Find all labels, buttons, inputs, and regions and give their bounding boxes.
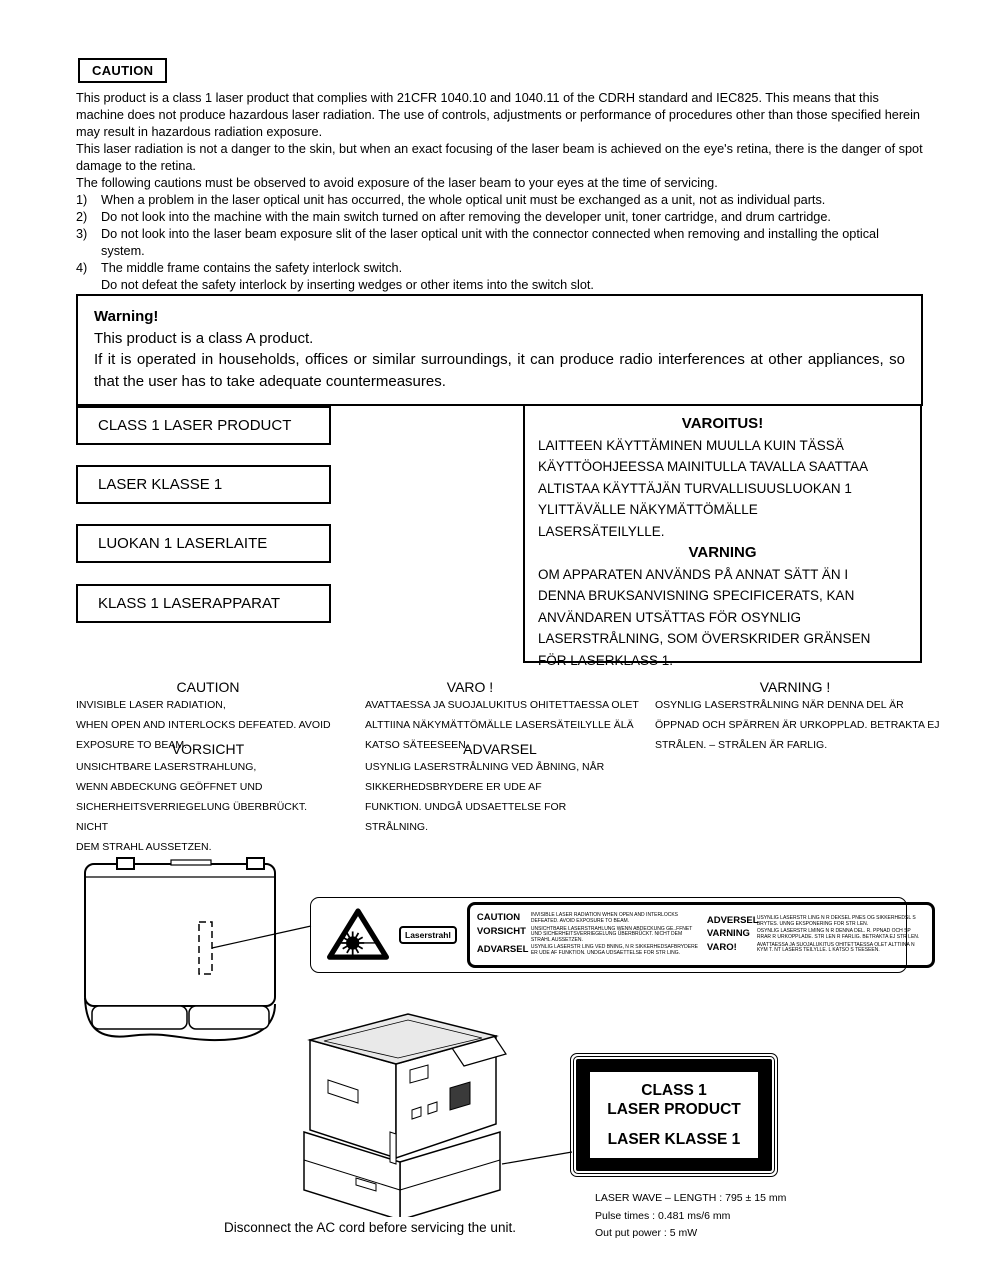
strip-row-text: UNSICHTBARE LASERSTRAHLUNG WENN ABDECKUNG GE..FFNET UND SICHERHEITSVERRIEGELUNG ÜBERBRÜCKT. NICHT DEM STRAHL AUSSETZEN. [530,925,693,943]
list-item [76,260,928,294]
varoitus-varning-box [523,404,922,668]
strip-row-text: INVISIBLE LASER RADIATION WHEN OPEN AND INTERLOCKS DEFEATED. AVOID EXPOSURE TO BEAM. [530,912,679,925]
list-number: 1) [76,193,88,207]
spec-line: Out put power : 5 mW [595,1227,698,1239]
varning-line: ANVÄNDAREN UTSÄTTAS FÖR OSYNLIG [538,609,802,625]
luokan-1-laserlaite-box [76,524,331,563]
caution-badge: CAUTION [78,58,167,83]
vorsicht-column-title: VORSICHT [171,741,245,757]
advarsel-column-line: SIKKERHEDSBRYDERE ER UDE AF [365,781,542,793]
strip-row [707,929,925,940]
varoitus-line: ALTISTAA KÄYTTÄJÄN TURVALLISUUSLUOKAN 1 [538,480,852,496]
warning-title: Warning! [94,308,159,325]
strip-row [477,927,699,944]
list-text: Do not look into the laser beam exposure slit of the laser optical unit with the connector connected when removing and installing the optical [101,227,879,241]
class-box-label: LUOKAN 1 LASERLAITE [98,535,268,552]
strip-row-text: USYNLIG LASERSTR LING N R DEKSEL PNES OG SIKKERHEDSL S BRYTES. UNNG EKSPONERING FOR STR LEN. [756,915,916,927]
class-1-label [570,1053,778,1177]
class-label-line: CLASS 1 [641,1082,707,1099]
strip-row-text: OSYNLIG LASERSTR LMING N R DENNA DEL. R. PPNAD OCH SP RRAR R URKOPPLADE. STR LEN R FARLIG. BETRAKTA EJ STR LEN. [756,928,920,940]
vorsicht-column-line: DEM STRAHL AUSSETZEN. [76,841,212,853]
varning-column-title: VARNING ! [759,679,831,695]
list-number: 3) [76,227,88,241]
strip-row-title: VARO! [706,941,737,953]
strip-row-title: ADVERSEL [706,915,759,927]
numbered-cautions [76,192,928,294]
strip-row-text: AVATTAESSA JA SUOJALUKITUS OHITETTAESSA OLET ALTTIINA N KYM T. NT LASERS TEILYLLE. L KATSO S TEESEEN. [756,941,915,954]
class-box-label: LASER KLASSE 1 [98,476,223,493]
intro-paragraph: The following cautions must be observed to avoid exposure of the laser beam to your eyes at the time of servicing. [76,176,718,190]
advarsel-column-line: USYNLIG LASERSTRÅLNING VED ÅBNING, NÅR [365,761,605,773]
vorsicht-column [76,741,340,857]
strip-row-title: VARNING [706,928,750,940]
strip-row-title: ADVARSEL [476,944,529,956]
label-strip-text-box [467,902,935,968]
warning-line: This product is a class A product. [94,329,314,347]
list-number: 2) [76,210,88,224]
list-item [76,226,928,260]
varning-column [655,679,940,755]
class-1-laser-product-box [76,406,331,445]
laser-warning-label-strip [310,897,920,973]
varoitus-line: YLITTÄVÄLLE NÄKYMÄTTÖMÄLLE [538,502,758,517]
strip-row [477,913,699,924]
class-box-label: KLASS 1 LASERAPPARAT [98,595,281,612]
warning-box [76,294,923,406]
laser-specs [595,1190,786,1243]
list-text: The middle frame contains the safety interlock switch. [101,261,403,275]
strip-row [707,943,925,954]
list-text: system. [101,244,145,258]
caution-column-line: WHEN OPEN AND INTERLOCKS DEFEATED. AVOID [76,719,331,731]
copier-drawing [300,1012,585,1217]
varo-column-line: ALTTIINA NÄKYMÄTTÖMÄLLE LASERSÄTEILYLLE ÄLÄ [365,719,634,731]
vorsicht-column-line: WENN ABDECKUNG GEÖFFNET UND [76,781,263,793]
caution-column-line: INVISIBLE LASER RADIATION, [76,699,226,711]
vorsicht-column-line: UNSICHTBARE LASERSTRAHLUNG, [76,761,257,773]
list-text: Do not defeat the safety interlock by inserting wedges or other items into the switch slot. [101,278,594,292]
klass-1-laserapparat-box [76,584,331,623]
warning-body: If it is operated in households, offices or similar surroundings, it can produce radio interferences at other appliances, so that the user has to take adequate countermeasures. [94,351,905,390]
varning-column-line: ÖPPNAD OCH SPÄRREN ÄR URKOPPLAD. BETRAKTA EJ [655,719,940,731]
strip-row-text: USYNLIG LASERSTR LING VED BNING, N R SIKKERHEDSAFBRYDERE ER UDE AF FUNKTION. UNDGA UDSAETTELSE FOR STR LING. [530,944,699,956]
list-text: When a problem in the laser optical unit has occurred, the whole optical unit must be exchanged as a unit, not as individual parts. [101,193,826,207]
list-number: 4) [76,261,88,275]
varoitus-line: LAITTEEN KÄYTTÄMINEN MUULLA KUIN TÄSSÄ [538,437,844,453]
varning-column-line: STRÅLEN. – STRÅLEN ÄR FARLIG. [655,739,828,751]
class-label-line: LASER PRODUCT [607,1101,741,1118]
varoitus-title: VAROITUS! [681,415,764,432]
varo-column-line: AVATTAESSA JA SUOJALUKITUS OHITETTAESSA OLET [365,699,639,711]
strip-row-title: CAUTION [476,912,521,924]
footer-note: Disconnect the AC cord before servicing the unit. [224,1220,516,1235]
advarsel-column-title: ADVARSEL [463,741,537,757]
varning-line: LASERSTRÅLNING, SOM ÖVERSKRIDER GRÄNSEN [538,631,871,646]
laser-warning-icon [327,906,389,964]
list-item [76,209,928,226]
advarsel-column-line: FUNKTION. UNDGÅ UDSAETTELSE FOR [365,801,567,813]
strip-row [707,916,925,927]
advarsel-column [365,741,655,837]
caution-column-title: CAUTION [176,679,240,695]
intro-paragraphs [76,90,924,192]
spec-line: LASER WAVE – LENGTH : 795 ± 15 mm [595,1192,787,1204]
intro-paragraph: This product is a class 1 laser product that complies with 21CFR 1040.10 and 1040.11 of the CDRH standard and IEC825. This means that this machine does not produce hazardous laser radiation. The use of controls, adjustments or performance of procedures other than those specified herein may result in hazardous radiation exposure. [76,91,920,139]
varning-line: DENNA BRUKSANVISNING SPECIFICERATS, KAN [538,588,855,603]
list-text: Do not look into the machine with the main switch turned on after removing the developer unit, toner cartridge, and drum cartridge. [101,210,831,224]
spec-line: Pulse times : 0.481 ms/6 mm [595,1209,731,1222]
varoitus-line: LASERSÄTEILYLLE. [538,523,665,539]
class-box-label: CLASS 1 LASER PRODUCT [98,417,292,434]
laserstrahl-label: Laserstrahl [399,926,457,944]
advarsel-column-line: STRÅLNING. [365,821,429,833]
caution-column-line: EXPOSURE TO BEAM. [76,739,188,751]
machine-top-view-drawing [83,856,313,1048]
varning-line: OM APPARATEN ANVÄNDS PÅ ANNAT SÄTT ÄN I [538,566,849,582]
varning-title: VARNING [688,544,757,561]
list-item [76,192,928,209]
varo-column-title: VARO ! [446,679,494,695]
varo-column-line: KATSO SÄTEESEEN. [365,739,469,751]
intro-paragraph: This laser radiation is not a danger to the skin, but when an exact focusing of the laser beam is achieved on the eye's retina, there is the danger of spot damage to the retina. [76,142,923,173]
varning-line: FÖR LASERKLASS 1. [538,652,674,668]
varning-column-line: OSYNLIG LASERSTRÅLNING NÄR DENNA DEL ÄR [655,699,904,711]
class-label-line: LASER KLASSE 1 [607,1131,741,1148]
vorsicht-column-line: SICHERHEITSVERRIEGELUNG ÜBERBRÜCKT. NICHT [76,801,308,833]
strip-row-title: VORSICHT [476,925,526,937]
strip-row [477,945,699,956]
varoitus-line: KÄYTTÖOHJEESSA MAINITULLA TAVALLA SAATTAA [538,459,869,474]
laser-klasse-1-box [76,465,331,504]
